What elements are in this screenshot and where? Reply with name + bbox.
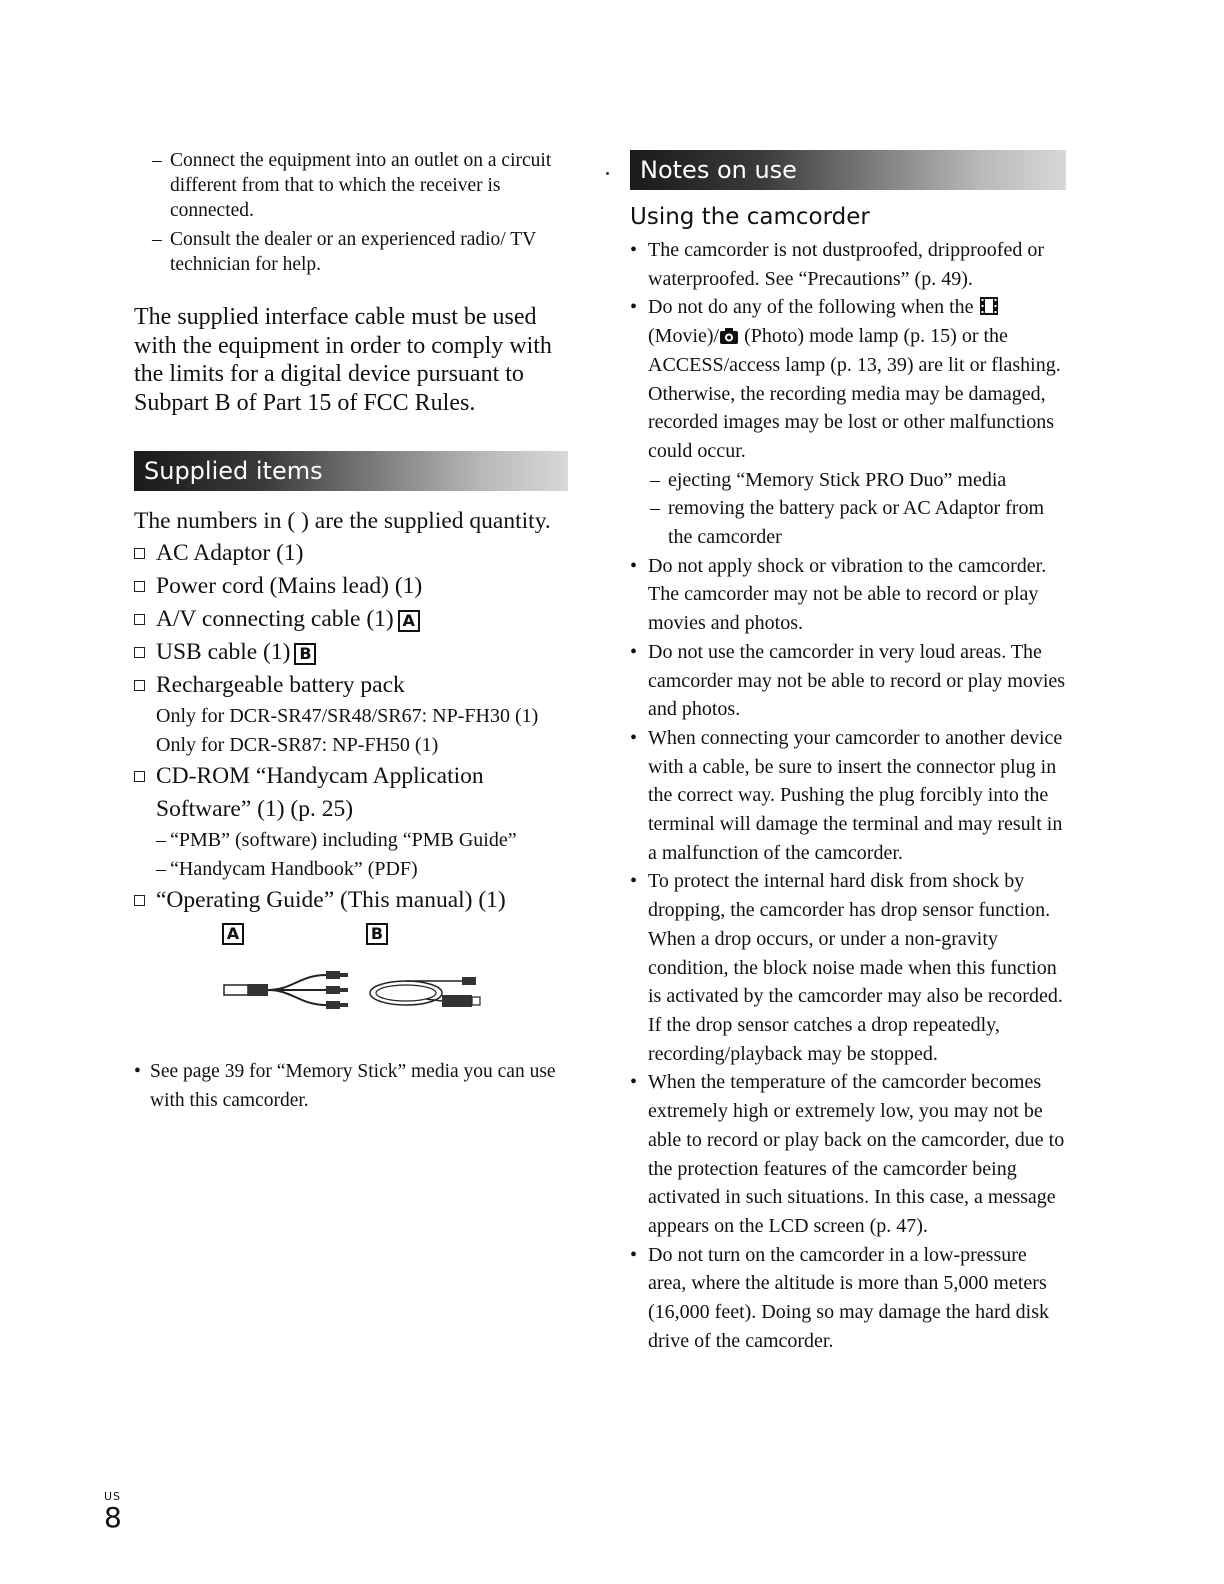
- item-label: AC Adaptor (1): [156, 540, 304, 566]
- sub-list: [648, 466, 1070, 552]
- bullet-text: (Movie)/: [648, 325, 720, 348]
- right-column: [630, 150, 1070, 1355]
- checkbox-icon: [134, 548, 145, 559]
- left-column: [134, 148, 584, 1115]
- notes-on-use-heading: [630, 150, 1066, 190]
- bullet-text: (Photo) mode lamp (p. 15) or the ACCESS/access lamp (p. 13, 39) are lit or flashing. Otherwise, the recording media may be damaged, recorded images may be lost or other malfunctions could occur.: [648, 325, 1061, 462]
- item-label: CD-ROM “Handycam Application: [156, 763, 484, 789]
- av-cable-figure: [222, 923, 362, 1023]
- badge-a-icon: A: [398, 610, 420, 632]
- item-label: “Operating Guide” (This manual) (1): [156, 887, 506, 913]
- list-item: – “PMB” (software) including “PMB Guide”: [156, 826, 584, 855]
- page-number: 8: [104, 1501, 122, 1534]
- checkbox-icon: [134, 895, 145, 906]
- bullet-text: Do not do any of the following when the: [648, 296, 974, 319]
- region-code: US: [104, 1490, 122, 1503]
- cdrom-contents: [156, 826, 584, 884]
- memory-stick-note: [134, 1057, 584, 1115]
- fcc-dash-list: [152, 148, 584, 277]
- list-item: – Connect the equipment into an outlet on a circuit different from that to which the receiver is connected.: [152, 148, 584, 223]
- checkbox-icon: [134, 771, 145, 782]
- usb-cable-figure: [366, 923, 486, 1023]
- av-cable-icon: [222, 953, 362, 1023]
- item-label: Rechargeable battery pack: [156, 672, 405, 698]
- item-label-continued: Software” (1) (p. 25): [156, 796, 354, 822]
- list-item: • When connecting your camcorder to another device with a cable, be sure to insert the connector plug in the correct way. Pushing the plug forcibly into the terminal will damage the terminal and may result in a malfunction of the camcorder.: [630, 724, 1070, 868]
- section-title: Supplied items: [144, 457, 323, 485]
- supplied-items-list: [134, 537, 584, 917]
- list-item: • See page 39 for “Memory Stick” media you can use with this camcorder.: [134, 1057, 584, 1115]
- list-item: – “Handycam Handbook” (PDF): [156, 855, 584, 884]
- page-footer: [104, 1490, 122, 1533]
- battery-note: Only for DCR-SR87: NP-FH50 (1): [156, 734, 439, 756]
- cables-illustration: [134, 923, 584, 1035]
- item-label: USB cable (1): [156, 639, 291, 665]
- stray-mark: [606, 172, 609, 175]
- list-item: • Do not turn on the camcorder in a low-pressure area, where the altitude is more than 5,000 meters (16,000 feet). Doing so may damage the hard disk drive of the camcorder.: [630, 1241, 1070, 1356]
- list-item: [134, 636, 584, 669]
- list-item: [134, 669, 584, 760]
- usb-cable-icon: [366, 953, 486, 1023]
- battery-note: Only for DCR-SR47/SR48/SR67: NP-FH30 (1): [156, 705, 539, 727]
- item-label: A/V connecting cable (1): [156, 606, 394, 632]
- list-item: • Do not apply shock or vibration to the camcorder. The camcorder may not be able to record or play movies and photos.: [630, 552, 1070, 638]
- list-item: [134, 570, 584, 603]
- supplied-items-heading: [134, 451, 568, 491]
- photo-mode-icon: [719, 327, 739, 345]
- supplied-intro: The numbers in ( ) are the supplied quantity.: [134, 508, 551, 534]
- list-item: [134, 537, 584, 570]
- subheading: Using the camcorder: [630, 204, 870, 230]
- list-item: – removing the battery pack or AC Adaptor from the camcorder: [648, 494, 1070, 551]
- movie-mode-icon: [979, 296, 999, 316]
- list-item: • When the temperature of the camcorder becomes extremely high or extremely low, you may not be able to record or play back on the camcorder, due to the protection features of the camcorder being activated in such situations. In this case, a message appears on the LCD screen (p. 47).: [630, 1068, 1070, 1240]
- list-item: [134, 884, 584, 917]
- list-item: • To protect the internal hard disk from shock by dropping, the camcorder has drop sensor function. When a drop occurs, or under a non-gravity condition, the block noise made when this function is activated by the camcorder may also be recorded. If the drop sensor catches a drop repeatedly, recording/playback may be stopped.: [630, 867, 1070, 1068]
- usage-notes-list: [630, 236, 1070, 1355]
- badge-b-icon: B: [294, 643, 316, 665]
- checkbox-icon: [134, 680, 145, 691]
- list-item: – ejecting “Memory Stick PRO Duo” media: [648, 466, 1070, 495]
- checkbox-icon: [134, 581, 145, 592]
- list-item: • Do not use the camcorder in very loud areas. The camcorder may not be able to record or play movies and photos.: [630, 638, 1070, 724]
- fcc-paragraph: The supplied interface cable must be used with the equipment in order to comply with the limits for a digital device pursuant to Subpart B of Part 15 of FCC Rules.: [134, 304, 552, 416]
- section-title: Notes on use: [640, 156, 797, 184]
- list-item: [630, 293, 1070, 551]
- list-item: [134, 603, 584, 636]
- checkbox-icon: [134, 614, 145, 625]
- badge-b-icon: B: [366, 923, 388, 945]
- checkbox-icon: [134, 647, 145, 658]
- list-item: [134, 760, 584, 884]
- list-item: – Consult the dealer or an experienced radio/ TV technician for help.: [152, 227, 584, 277]
- item-label: Power cord (Mains lead) (1): [156, 573, 423, 599]
- badge-a-icon: A: [222, 923, 244, 945]
- list-item: • The camcorder is not dustproofed, dripproofed or waterproofed. See “Precautions” (p. 49).: [630, 236, 1070, 293]
